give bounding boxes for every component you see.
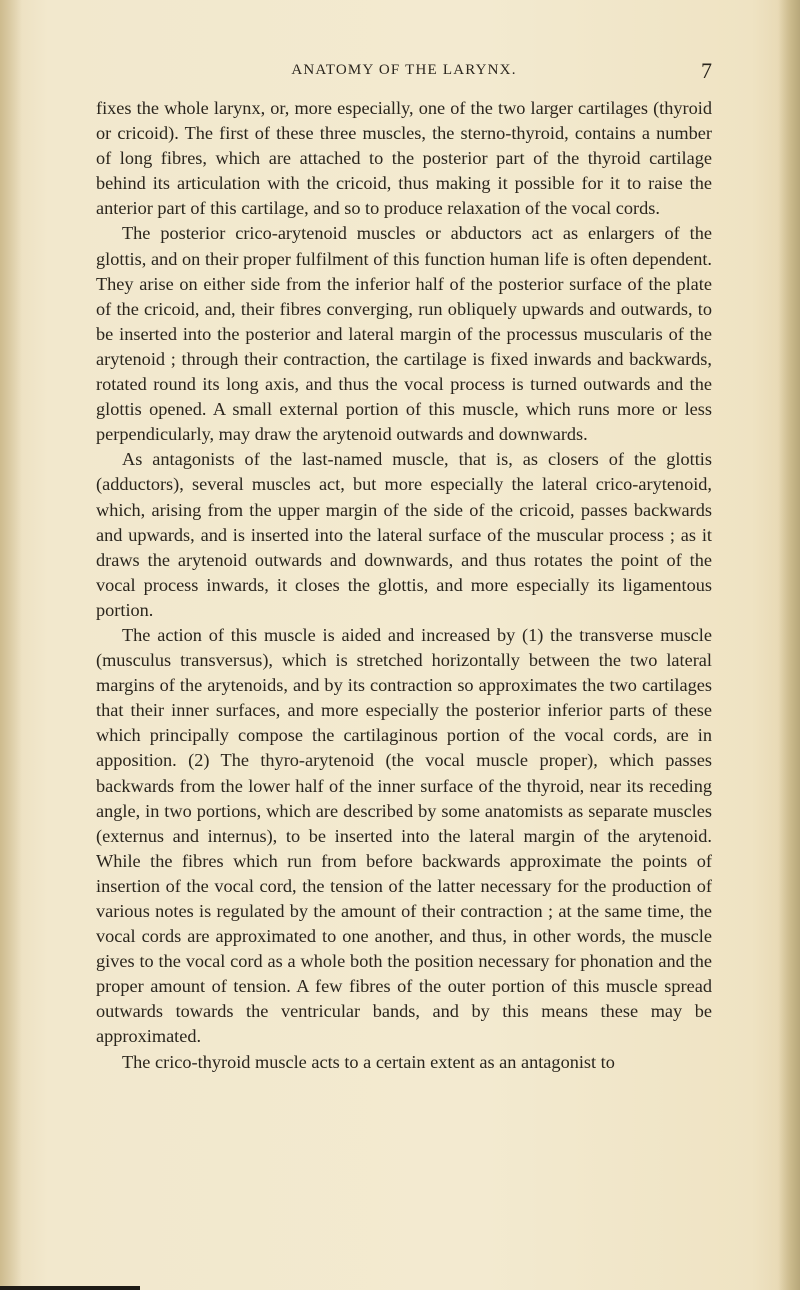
page-number: 7	[701, 58, 712, 83]
paragraph: fixes the whole larynx, or, more especially, one of the two larger cartilages (thyroid or cricoid). The first of these three muscles, the sterno-thyroid, contains a number of long fibres, which are attached to the posterior part of the thyroid cartilage behind its articulation with the cricoid, thus making it possible for it to raise the anterior part of this cartilage, and so to produce relaxation of the vocal cords.	[96, 98, 712, 219]
running-head: ANATOMY OF THE LARYNX.	[291, 62, 517, 78]
paragraph: The posterior crico-arytenoid muscles or abductors act as enlargers of the glottis, and on their proper fulfilment of this function human life is often dependent. They arise on either side from the inferior half of the posterior surface of the plate of the cricoid, and, their fibres converging, run obliquely upwards and outwards, to be inserted into the posterior and lateral margin of the processus muscularis of the arytenoid ; through their contraction, the cartilage is fixed inwards and backwards, rotated round its long axis, and thus the vocal process is turned outwards and the glottis opened. A small external portion of this muscle, which runs more or less perpendicularly, may draw the arytenoid outwards and downwards.	[96, 223, 712, 445]
paragraph: As antagonists of the last-named muscle, that is, as closers of the glottis (adductors), several muscles act, but more especially the lateral crico-arytenoid, which, arising from the upper margin of the side of the cricoid, passes backwards and upwards, and is inserted into the lateral surface of the muscular process ; as it draws the arytenoid outwards and downwards, and thus rotates the point of the vocal process inwards, it closes the glottis, and more especially its ligamentous portion.	[96, 449, 712, 620]
page-header	[96, 58, 712, 86]
paragraph: The action of this muscle is aided and increased by (1) the transverse muscle (musculus transversus), which is stretched horizontally between the two lateral margins of the arytenoids, and by its contraction so approximates the two cartilages that their inner surfaces, and more especially the posterior inferior parts of these which principally compose the cartilaginous portion of the vocal cords, are in apposition. (2) The thyro-arytenoid (the vocal muscle proper), which passes backwards from the lower half of the inner surface of the thyroid, near its receding angle, in two portions, which are described by some anatomists as separate muscles (externus and internus), to be inserted into the lateral margin of the arytenoid. While the fibres which run from before backwards approximate the points of insertion of the vocal cord, the tension of the latter necessary for the production of various notes is regulated by the amount of their contraction ; at the same time, the vocal cords are approximated to one another, and thus, in other words, the muscle gives to the vocal cord as a whole both the position necessary for phonation and the proper amount of tension. A few fibres of the outer portion of this muscle spread outwards towards the ventricular bands, and by this means these may be approximated.	[96, 624, 712, 1047]
body-text	[96, 96, 712, 1075]
page-edge	[778, 0, 800, 1290]
bottom-rule	[0, 1286, 140, 1290]
paragraph: The crico-thyroid muscle acts to a certain extent as an antagonist to	[122, 1051, 615, 1072]
binding-shadow	[0, 0, 22, 1290]
